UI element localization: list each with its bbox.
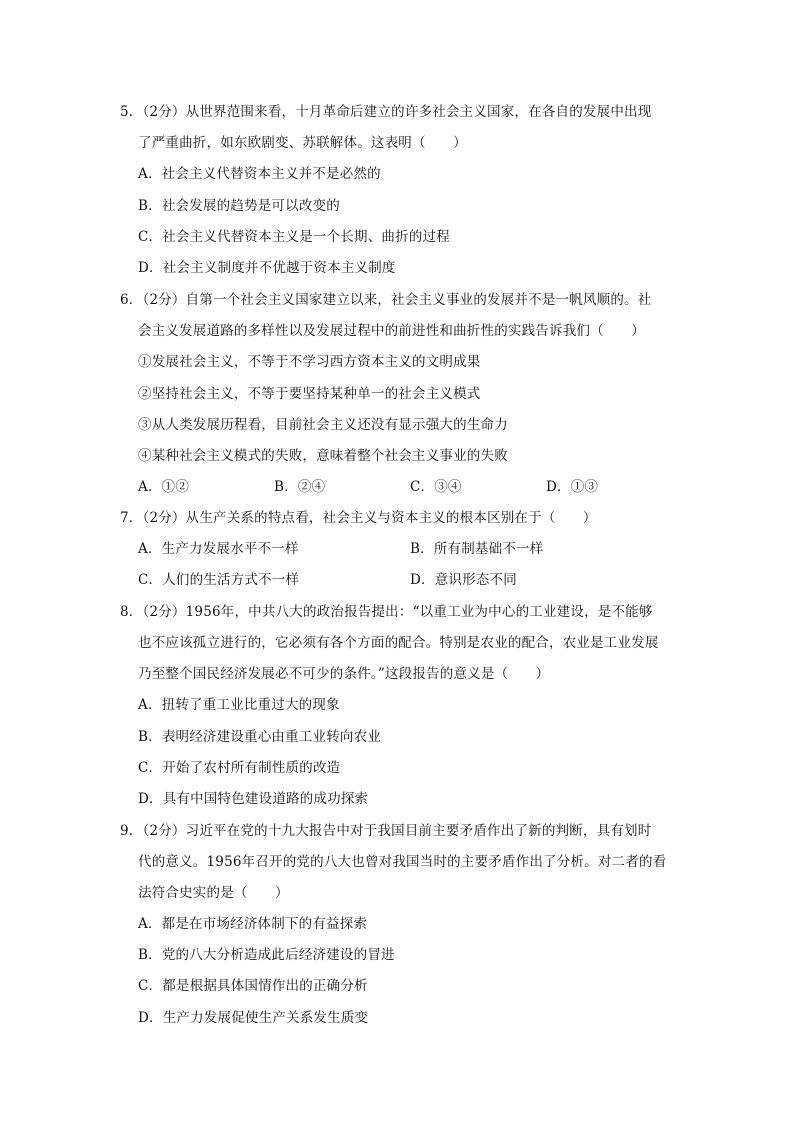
question-9-option-b: B．党的八大分析造成此后经济建设的冒进 (138, 947, 395, 963)
question-5-stem-line-1: 5．（2分）从世界范围来看，十月革命后建立的许多社会主义国家，在各自的发展中出现 (120, 104, 652, 120)
question-9-stem-line-3: 法符合史实的是（ ） (138, 885, 289, 901)
question-9-option-d: D．生产力发展促使生产关系发生质变 (138, 1010, 369, 1026)
question-9-option-c: C．都是根据具体国情作出的正确分析 (138, 978, 368, 994)
question-5-option-c: C．社会主义代替资本主义是一个长期、曲折的过程 (138, 229, 450, 245)
question-8-option-d: D．具有中国特色建设道路的成功探索 (138, 791, 369, 807)
question-6-statement-3: ③从人类发展历程看，目前社会主义还没有显示强大的生命力 (138, 417, 508, 433)
question-6-option-b: B．②④ (274, 479, 326, 495)
question-5-option-a: A．社会主义代替资本主义并不是必然的 (138, 166, 381, 182)
question-8-option-c: C．开始了农村所有制性质的改造 (138, 760, 341, 776)
question-6-stem-line-2: 会主义发展道路的多样性以及发展过程中的前进性和曲折性的实践告诉我们（ ） (138, 323, 645, 339)
question-6-statement-2: ②坚持社会主义，不等于要坚持某种单一的社会主义模式 (138, 386, 481, 402)
question-7-option-d: D．意识形态不同 (410, 572, 517, 588)
question-6-option-c: C．③④ (410, 479, 462, 495)
question-8-stem-line-1: 8．（2分）1956年，中共八大的政治报告提出：“以重工业为中心的工业建设，是不能够 (120, 604, 653, 620)
question-7-option-c: C．人们的生活方式不一样 (138, 572, 300, 588)
question-5-stem-line-2: 了严重曲折，如东欧剧变、苏联解体。这表明（ ） (138, 135, 467, 151)
question-8-option-b: B．表明经济建设重心由重工业转向农业 (138, 729, 382, 745)
question-8-option-a: A．扭转了重工业比重过大的现象 (138, 697, 340, 713)
question-8-stem-line-2: 也不应该孤立进行的，它必须有各个方面的配合。特别是农业的配合，农业是工业发展 (138, 635, 659, 651)
question-9-option-a: A．都是在市场经济体制下的有益探索 (138, 916, 368, 932)
question-8-stem-line-3: 乃至整个国民经济发展必不可少的条件。”这段报告的意义是（ ） (138, 666, 550, 682)
question-6-statement-4: ④某种社会主义模式的失败，意味着整个社会主义事业的失败 (138, 448, 508, 464)
question-5-option-d: D．社会主义制度并不优越于资本主义制度 (138, 260, 396, 276)
question-9-stem-line-1: 9．（2分）习近平在党的十九大报告中对于我国目前主要矛盾作出了新的判断，具有划时 (120, 823, 652, 839)
question-7-stem-line-1: 7．（2分）从生产关系的特点看，社会主义与资本主义的根本区别在于（ ） (120, 510, 597, 526)
question-6-stem-line-1: 6．（2分）自第一个社会主义国家建立以来，社会主义事业的发展并不是一帆风顺的。社 (120, 292, 652, 308)
question-5-option-b: B．社会发展的趋势是可以改变的 (138, 198, 340, 214)
question-7-option-b: B．所有制基础不一样 (410, 541, 544, 557)
question-9-stem-line-2: 代的意义。1956年召开的党的八大也曾对我国当时的主要矛盾作出了分析。对二者的看 (138, 854, 667, 870)
question-6-option-a: A．①② (138, 479, 190, 495)
question-6-statement-1: ①发展社会主义，不等于不学习西方资本主义的文明成果 (138, 354, 481, 370)
question-7-option-a: A．生产力发展水平不一样 (138, 541, 299, 557)
question-6-option-d: D．①③ (546, 479, 599, 495)
